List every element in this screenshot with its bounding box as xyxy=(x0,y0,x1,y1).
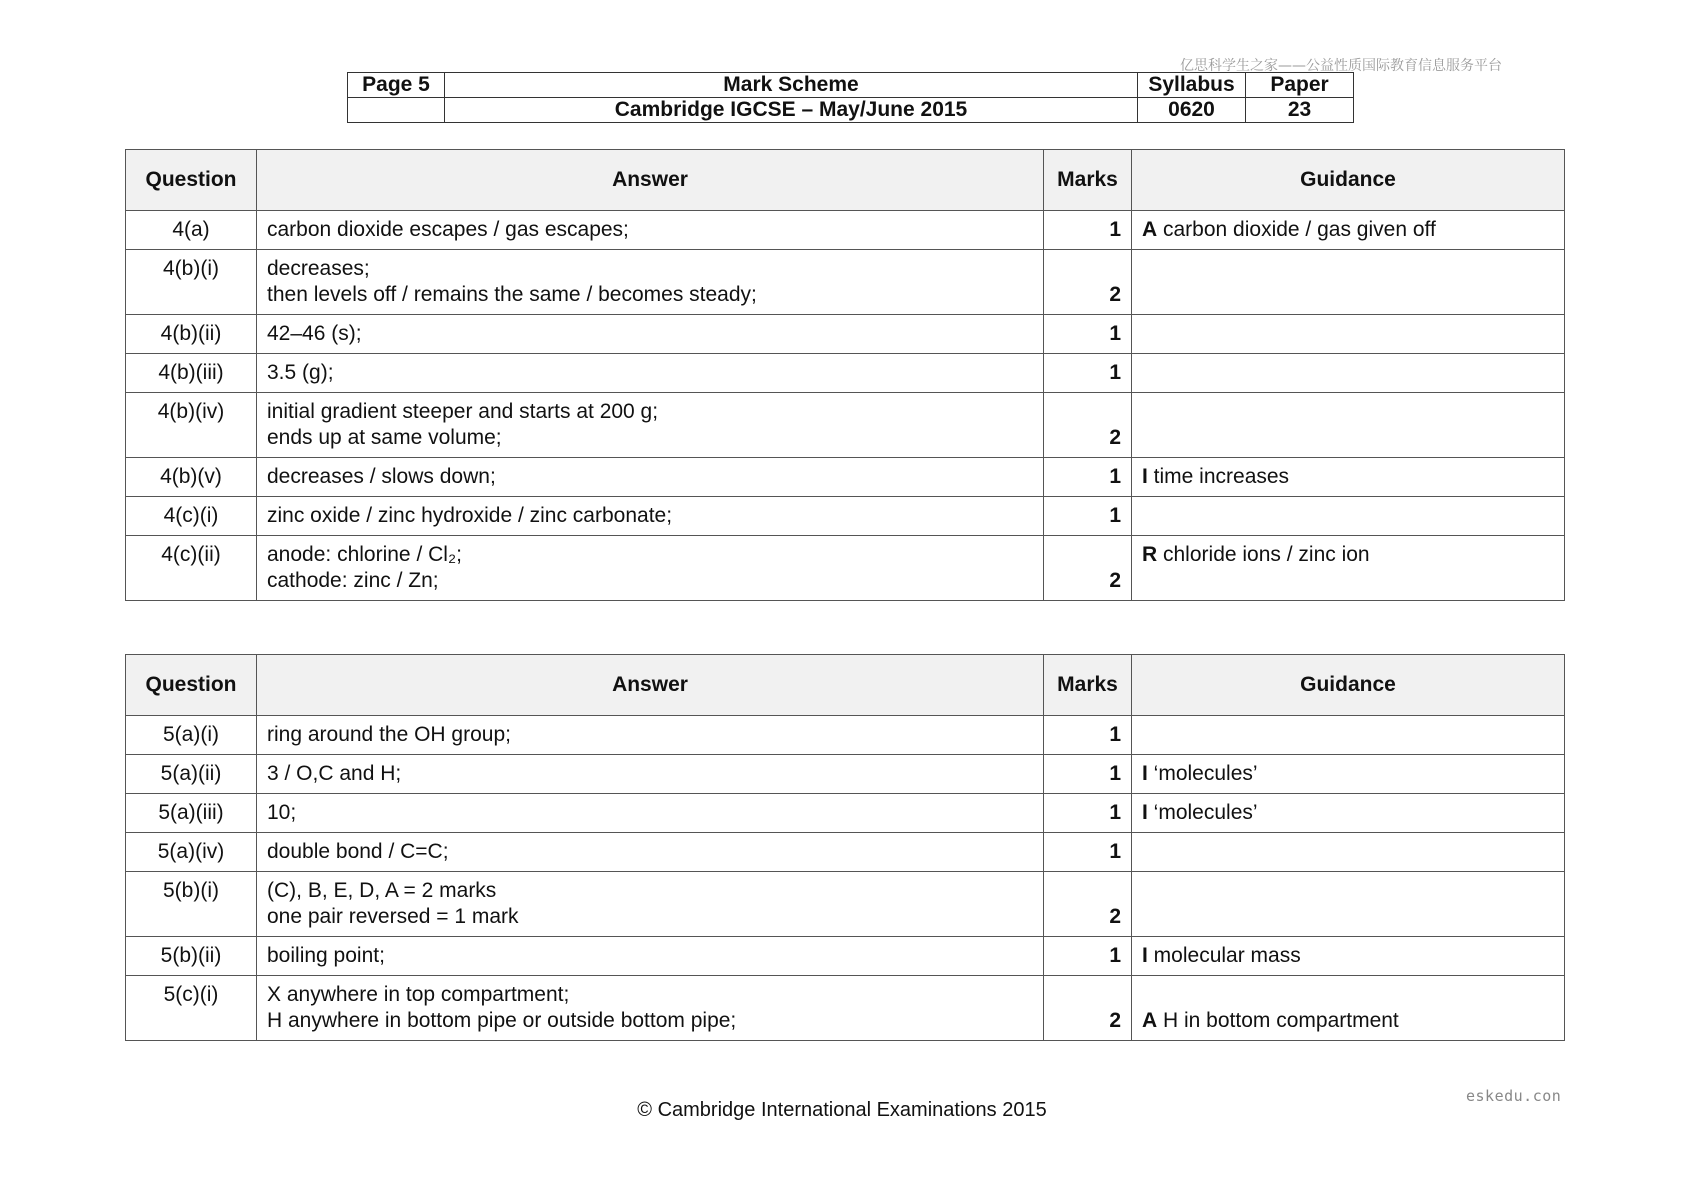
guidance-cell xyxy=(1132,393,1565,458)
answer-line: X anywhere in top compartment; xyxy=(267,983,570,1006)
guidance-text: molecular mass xyxy=(1147,944,1301,967)
marks-cell: 1 xyxy=(1044,937,1132,976)
guidance-cell xyxy=(1132,497,1565,536)
answer-line: ring around the OH group; xyxy=(267,723,511,746)
marks-cell: 1 xyxy=(1044,833,1132,872)
answer-line: initial gradient steeper and starts at 200 g; xyxy=(267,400,659,423)
guidance-prefix: I xyxy=(1142,801,1148,824)
guidance-prefix: R xyxy=(1142,543,1158,566)
guidance-cell xyxy=(1132,458,1565,497)
answer-cell xyxy=(257,211,1044,250)
marks-cell: 2 xyxy=(1044,976,1132,1041)
answer-line: H anywhere in bottom pipe or outside bottom pipe; xyxy=(267,1009,737,1032)
page-number: Page 5 xyxy=(348,73,445,98)
answer-line: decreases; xyxy=(267,257,370,280)
marks-cell: 2 xyxy=(1044,250,1132,315)
question-number: 5(a)(iii) xyxy=(126,794,257,833)
guidance-cell xyxy=(1132,250,1565,315)
answer-line: 3 / O,C and H; xyxy=(267,762,402,785)
answer-line: anode: chlorine / Cl₂; xyxy=(267,543,462,566)
empty-cell xyxy=(348,98,445,123)
marks-cell: 1 xyxy=(1044,458,1132,497)
document-subtitle: Cambridge IGCSE – May/June 2015 xyxy=(445,98,1138,123)
page-header-table xyxy=(347,72,1354,123)
watermark-bottom: eskedu.con xyxy=(1466,1087,1562,1105)
question-number: 4(a) xyxy=(126,211,257,250)
guidance-text: ‘molecules’ xyxy=(1147,762,1258,785)
guidance-cell xyxy=(1132,833,1565,872)
question-number: 4(b)(i) xyxy=(126,250,257,315)
table-row xyxy=(126,250,1565,315)
guidance-cell xyxy=(1132,315,1565,354)
guidance-cell xyxy=(1132,872,1565,937)
guidance-cell xyxy=(1132,794,1565,833)
guidance-cell xyxy=(1132,976,1565,1041)
answer-line: (C), B, E, D, A = 2 marks xyxy=(267,879,497,902)
table-row xyxy=(126,458,1565,497)
paper-number: 23 xyxy=(1246,98,1354,123)
marks-cell: 1 xyxy=(1044,354,1132,393)
answer-line: decreases / slows down; xyxy=(267,465,496,488)
column-header-answer: Answer xyxy=(257,655,1044,716)
marks-cell: 1 xyxy=(1044,315,1132,354)
guidance-cell xyxy=(1132,536,1565,601)
table-row xyxy=(126,211,1565,250)
table-row xyxy=(126,536,1565,601)
answer-line: 3.5 (g); xyxy=(267,361,334,384)
question-number: 5(b)(ii) xyxy=(126,937,257,976)
guidance-cell xyxy=(1132,755,1565,794)
column-header-answer: Answer xyxy=(257,150,1044,211)
answer-cell xyxy=(257,937,1044,976)
question-number: 5(a)(ii) xyxy=(126,755,257,794)
syllabus-label: Syllabus xyxy=(1138,73,1246,98)
marks-cell: 2 xyxy=(1044,536,1132,601)
guidance-cell xyxy=(1132,211,1565,250)
column-header-marks: Marks xyxy=(1044,655,1132,716)
question-number: 5(a)(iv) xyxy=(126,833,257,872)
answer-cell xyxy=(257,250,1044,315)
mark-scheme-table-q4 xyxy=(125,149,1565,601)
answer-cell xyxy=(257,833,1044,872)
answer-cell xyxy=(257,497,1044,536)
guidance-prefix: A xyxy=(1142,1009,1158,1032)
answer-cell xyxy=(257,976,1044,1041)
question-number: 4(b)(iv) xyxy=(126,393,257,458)
table-row xyxy=(126,937,1565,976)
answer-cell xyxy=(257,794,1044,833)
answer-cell xyxy=(257,458,1044,497)
guidance-prefix: I xyxy=(1142,944,1148,967)
document-title: Mark Scheme xyxy=(445,73,1138,98)
guidance-prefix: I xyxy=(1142,762,1148,785)
answer-line: zinc oxide / zinc hydroxide / zinc carbonate; xyxy=(267,504,673,527)
table-row xyxy=(126,716,1565,755)
table-row xyxy=(126,794,1565,833)
marks-cell: 1 xyxy=(1044,211,1132,250)
answer-cell xyxy=(257,393,1044,458)
answer-line: ends up at same volume; xyxy=(267,426,502,449)
guidance-text: time increases xyxy=(1147,465,1290,488)
answer-line: one pair reversed = 1 mark xyxy=(267,905,519,928)
question-number: 4(c)(ii) xyxy=(126,536,257,601)
table-row xyxy=(126,315,1565,354)
answer-line: 10; xyxy=(267,801,297,824)
guidance-text: carbon dioxide / gas given off xyxy=(1157,218,1436,241)
guidance-prefix: I xyxy=(1142,465,1148,488)
watermark-top: 亿思科学生之家——公益性质国际教育信息服务平台 xyxy=(1180,58,1502,74)
answer-line: 42–46 (s); xyxy=(267,322,362,345)
syllabus-code: 0620 xyxy=(1138,98,1246,123)
guidance-prefix: A xyxy=(1142,218,1158,241)
column-header-marks: Marks xyxy=(1044,150,1132,211)
answer-line: carbon dioxide escapes / gas escapes; xyxy=(267,218,629,241)
answer-line: cathode: zinc / Zn; xyxy=(267,569,439,592)
guidance-text: H in bottom compartment xyxy=(1157,1009,1399,1032)
table-row xyxy=(126,354,1565,393)
question-number: 4(c)(i) xyxy=(126,497,257,536)
answer-cell xyxy=(257,354,1044,393)
table-row xyxy=(126,976,1565,1041)
column-header-guidance: Guidance xyxy=(1132,655,1565,716)
question-number: 4(b)(ii) xyxy=(126,315,257,354)
guidance-cell xyxy=(1132,716,1565,755)
column-header-question: Question xyxy=(126,655,257,716)
guidance-text: chloride ions / zinc ion xyxy=(1157,543,1370,566)
answer-cell xyxy=(257,536,1044,601)
answer-cell xyxy=(257,315,1044,354)
answer-cell xyxy=(257,716,1044,755)
table-row xyxy=(126,872,1565,937)
column-header-question: Question xyxy=(126,150,257,211)
answer-cell xyxy=(257,755,1044,794)
question-number: 4(b)(iii) xyxy=(126,354,257,393)
marks-cell: 2 xyxy=(1044,393,1132,458)
question-number: 5(a)(i) xyxy=(126,716,257,755)
table-row xyxy=(126,497,1565,536)
answer-cell xyxy=(257,872,1044,937)
answer-line: boiling point; xyxy=(267,944,385,967)
answer-line: double bond / C=C; xyxy=(267,840,449,863)
question-number: 5(c)(i) xyxy=(126,976,257,1041)
column-header-guidance: Guidance xyxy=(1132,150,1565,211)
table-row xyxy=(126,755,1565,794)
question-number: 5(b)(i) xyxy=(126,872,257,937)
answer-line: then levels off / remains the same / becomes steady; xyxy=(267,283,757,306)
paper-label: Paper xyxy=(1246,73,1354,98)
marks-cell: 1 xyxy=(1044,497,1132,536)
guidance-cell xyxy=(1132,937,1565,976)
guidance-text: ‘molecules’ xyxy=(1147,801,1258,824)
table-row xyxy=(126,393,1565,458)
mark-scheme-table-q5 xyxy=(125,654,1565,1041)
guidance-cell xyxy=(1132,354,1565,393)
copyright-footer: © Cambridge International Examinations 2015 xyxy=(637,1099,1047,1121)
marks-cell: 1 xyxy=(1044,755,1132,794)
marks-cell: 1 xyxy=(1044,716,1132,755)
marks-cell: 2 xyxy=(1044,872,1132,937)
table-row xyxy=(126,833,1565,872)
question-number: 4(b)(v) xyxy=(126,458,257,497)
marks-cell: 1 xyxy=(1044,794,1132,833)
